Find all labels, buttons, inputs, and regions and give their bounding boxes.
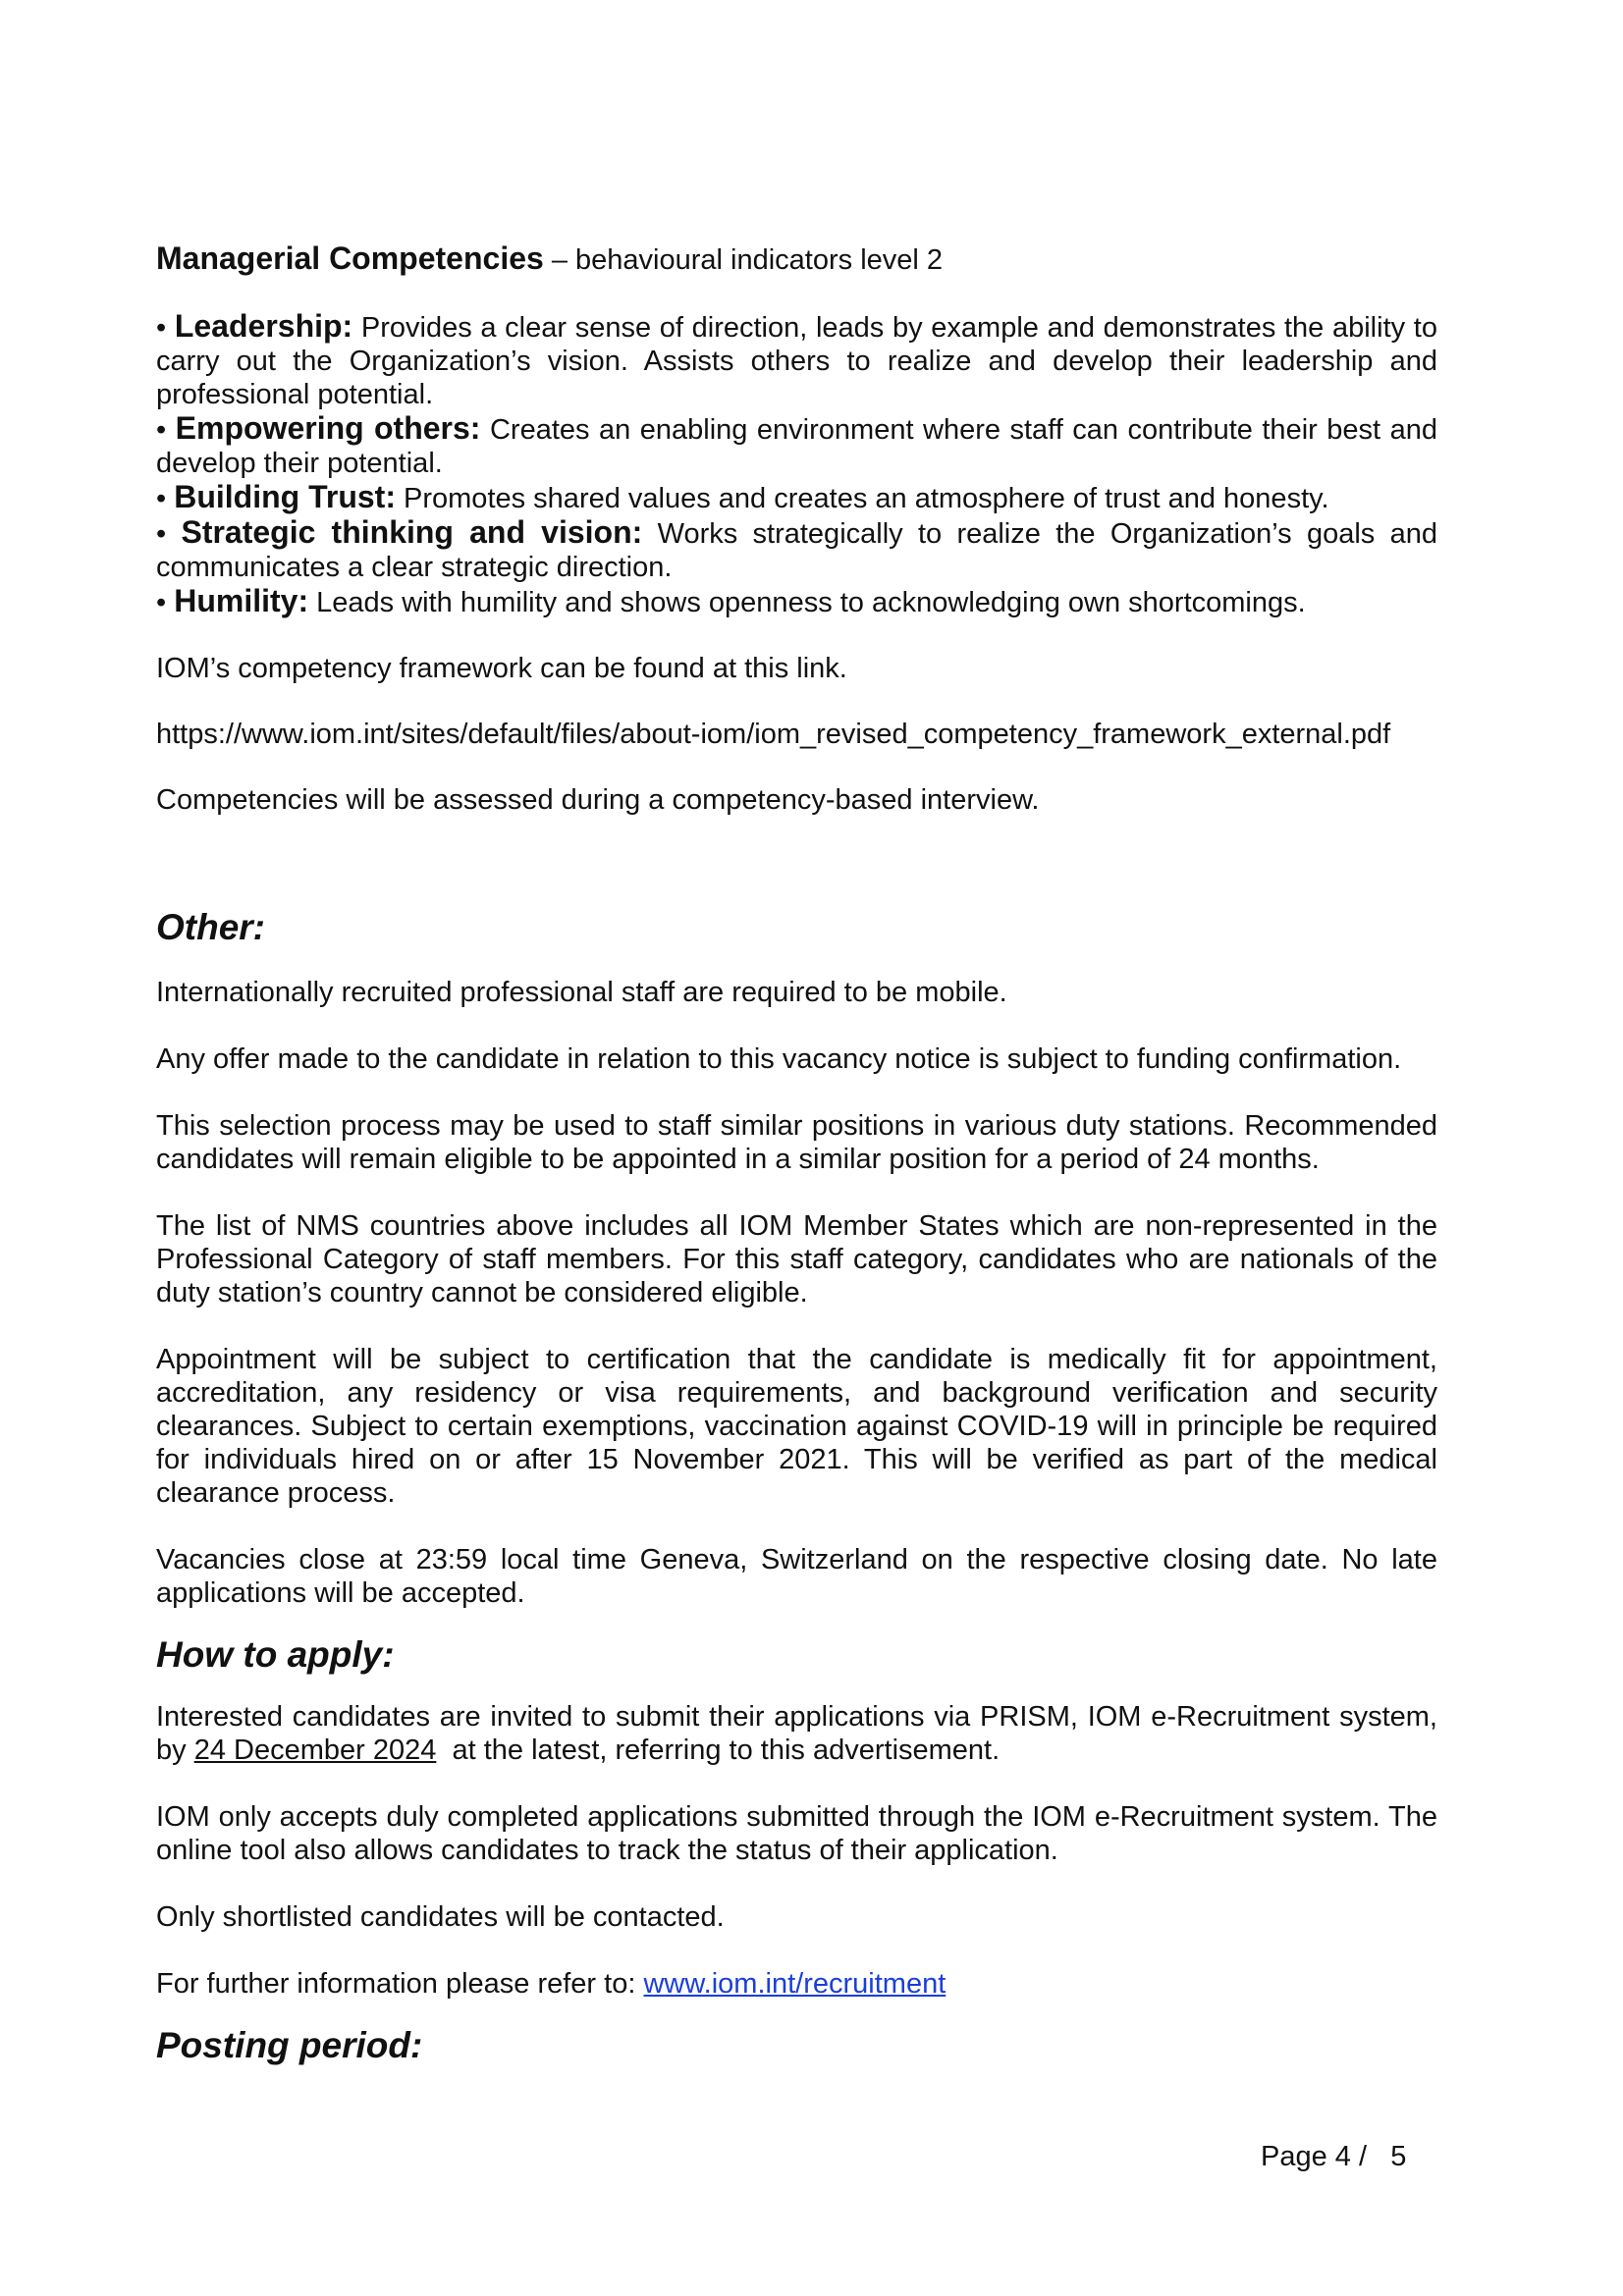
bullet: • [156, 587, 175, 618]
competency-item [156, 515, 1437, 584]
competency-title: Leadership: [174, 308, 353, 344]
bullet: • [156, 483, 175, 514]
how-to-apply-heading: How to apply: [156, 1634, 395, 1675]
other-paragraph: Any offer made to the candidate in relation to this vacancy notice is subject to funding confirmation. [156, 1043, 1402, 1075]
competency-title: Humility: [174, 583, 309, 618]
recruitment-link[interactable]: www.iom.int/recruitment [643, 1968, 947, 2000]
other-paragraph: Internationally recruited professional staff are required to be mobile. [156, 977, 1007, 1008]
bullet: • [156, 518, 182, 550]
competency-text: Creates an enabling environment where staff can contribute their best and develop their potential. [156, 414, 1437, 479]
managerial-title: Managerial Competencies [156, 240, 544, 276]
competency-text: Provides a clear sense of direction, leads by example and demonstrates the ability to carry out the Organization’s vision. Assists others to realize and develop their leadership and professional potential. [156, 312, 1437, 410]
other-paragraph: The list of NMS countries above includes all IOM Member States which are non-represented in the Professional Category of staff members. For this staff category, candidates who are nationals of the duty station’s country cannot be considered eligible. [156, 1210, 1437, 1308]
assessment-text: Competencies will be assessed during a competency-based interview. [156, 784, 1040, 816]
competency-item [156, 309, 1437, 411]
apply-paragraph: Only shortlisted candidates will be contacted. [156, 1901, 725, 1933]
competency-item [156, 411, 1437, 480]
bullet: • [156, 312, 175, 344]
page-total: 5 [1390, 2141, 1407, 2172]
apply-paragraph [156, 1700, 1437, 1767]
other-paragraph: Vacancies close at 23:59 local time Geneva, Switzerland on the respective closing date. No late applications will be accepted. [156, 1544, 1437, 1609]
bullet: • [156, 414, 176, 446]
competency-text: Promotes shared values and creates an atmosphere of trust and honesty. [395, 483, 1329, 514]
page-number-label: Page 4 / [1261, 2141, 1368, 2172]
competency-text: Leads with humility and shows openness to acknowledging own shortcomings. [308, 587, 1306, 618]
posting-period-heading: Posting period: [156, 2025, 423, 2065]
document-page [156, 241, 1437, 2067]
other-heading: Other: [156, 907, 265, 947]
competency-text: Works strategically to realize the Organization’s goals and communicates a clear strategic direction. [156, 518, 1437, 583]
framework-text: IOM’s competency framework can be found at this link. [156, 653, 847, 684]
apply-paragraph: IOM only accepts duly completed applications submitted through the IOM e-Recruitment system. The online tool also allows candidates to track the status of their application. [156, 1801, 1437, 1866]
page-footer [1261, 2140, 1406, 2173]
framework-url: https://www.iom.int/sites/default/files/about-iom/iom_revised_competency_framework_external.pdf [156, 719, 1391, 750]
managerial-subtitle: – behavioural indicators level 2 [543, 244, 944, 276]
competency-title: Empowering others: [175, 410, 481, 446]
closing-date: 24 December 2024 [193, 1735, 437, 1766]
apply-paragraph [156, 1967, 1437, 2001]
competency-item [156, 584, 1437, 619]
other-paragraph: Appointment will be subject to certification that the candidate is medically fit for appointment, accreditation, any residency or visa requirements, and background verification and security clearances. Subject to certain exemptions, vaccination against COVID-19 will in principle be required for individuals hired on or after 15 November 2021. This will be verified as part of the medical clearance process. [156, 1344, 1437, 1509]
competency-item [156, 480, 1437, 515]
further-info-text: For further information please refer to: [156, 1968, 644, 2000]
competency-list [156, 309, 1437, 619]
managerial-competencies-heading [156, 241, 1437, 277]
other-paragraph: This selection process may be used to staff similar positions in various duty stations. Recommended candidates will remain eligible to be appointed in a similar position for a period of 24 months. [156, 1110, 1437, 1175]
apply-text: Interested candidates are invited to submit their applications via PRISM, IOM e-Recruitment system, by [156, 1701, 1437, 1766]
apply-text-end: at the latest, referring to this advertisement. [436, 1735, 1001, 1766]
competency-title: Strategic thinking and vision: [181, 514, 643, 550]
competency-title: Building Trust: [174, 479, 396, 514]
